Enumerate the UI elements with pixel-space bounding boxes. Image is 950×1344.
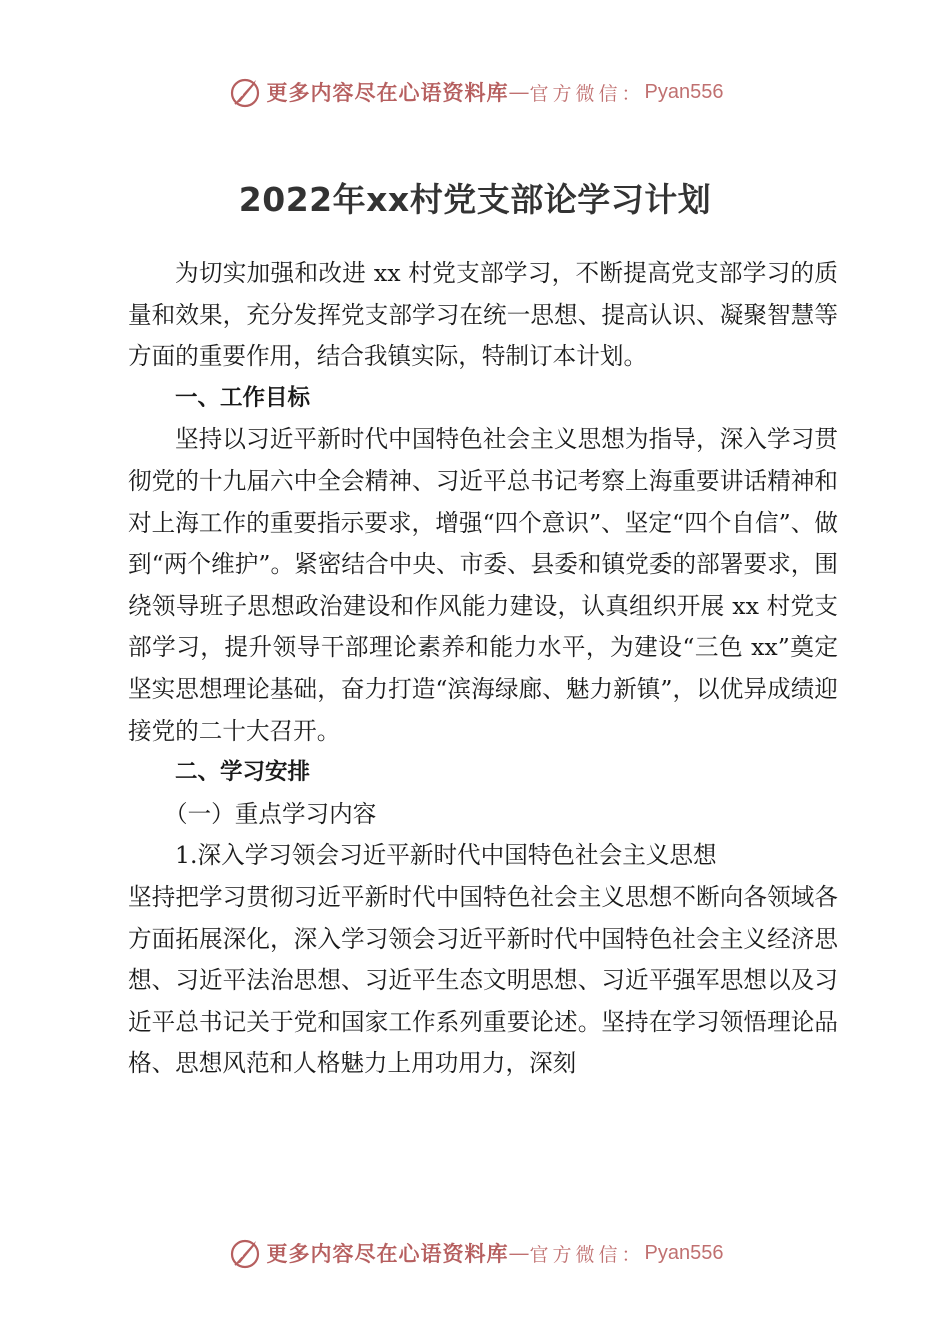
watermark-id: Pyan556 <box>644 1241 724 1264</box>
watermark-sub: 官方微信： <box>529 82 645 105</box>
watermark-separator: — <box>508 1241 530 1265</box>
section1-paragraph: 坚持以习近平新时代中国特色社会主义思想为指导，深入学习贯彻党的十九届六中全会精神、习近平总书记考察上海重要讲话精神和对上海工作的重要指示要求，增强“四个意识”、坚定“四个自信”、做到“两个维护”。紧密结合中央、市委、县委和镇党委的部署要求，围绕领导班子思想政治建设和作风能力建设，认真组织开展 xx 村党支部学习，提升领导干部理论素养和能力水平，为建设“三色 xx”奠定坚实思想理论基础，奋力打造“滨海绿廊、魅力新镇”，以优异成绩迎接党的二十大召开。 <box>128 425 838 745</box>
document-title: 2022年xx村党支部论学习计划 <box>238 180 712 219</box>
watermark-main: 更多内容尽在心语资料库 <box>266 80 509 105</box>
quill-logo-icon <box>227 1235 263 1271</box>
watermark-separator: — <box>508 80 530 104</box>
watermark-sub: 官方微信： <box>529 1243 645 1266</box>
intro-paragraph: 为切实加强和改进 xx 村党支部学习，不断提高党支部学习的质量和效果，充分发挥党支部学习在统一思想、提高认识、凝聚智慧等方面的重要作用，结合我镇实际，特制订本计划。 <box>128 259 838 371</box>
footer-watermark <box>0 1233 950 1273</box>
item1-title: 1.深入学习领会习近平新时代中国特色社会主义思想 <box>175 841 717 870</box>
item1-paragraph: 坚持把学习贯彻习近平新时代中国特色社会主义思想不断向各领域各方面拓展深化，深入学习领会习近平新时代中国特色社会主义经济思想、习近平法治思想、习近平生态文明思想、习近平强军思想以及习近平总书记关于党和国家工作系列重要论述。坚持在学习领悟理论品格、思想风范和人格魅力上用功用力，深刻 <box>128 882 838 1078</box>
document-body <box>128 253 838 1085</box>
header-watermark <box>0 72 950 112</box>
section2-heading: 二、学习安排 <box>175 759 311 786</box>
section1-heading: 一、工作目标 <box>175 384 311 411</box>
watermark-id: Pyan556 <box>644 80 724 103</box>
quill-logo-icon <box>227 74 263 110</box>
watermark-main: 更多内容尽在心语资料库 <box>266 1241 509 1266</box>
section2-subheading: （一）重点学习内容 <box>164 799 377 828</box>
